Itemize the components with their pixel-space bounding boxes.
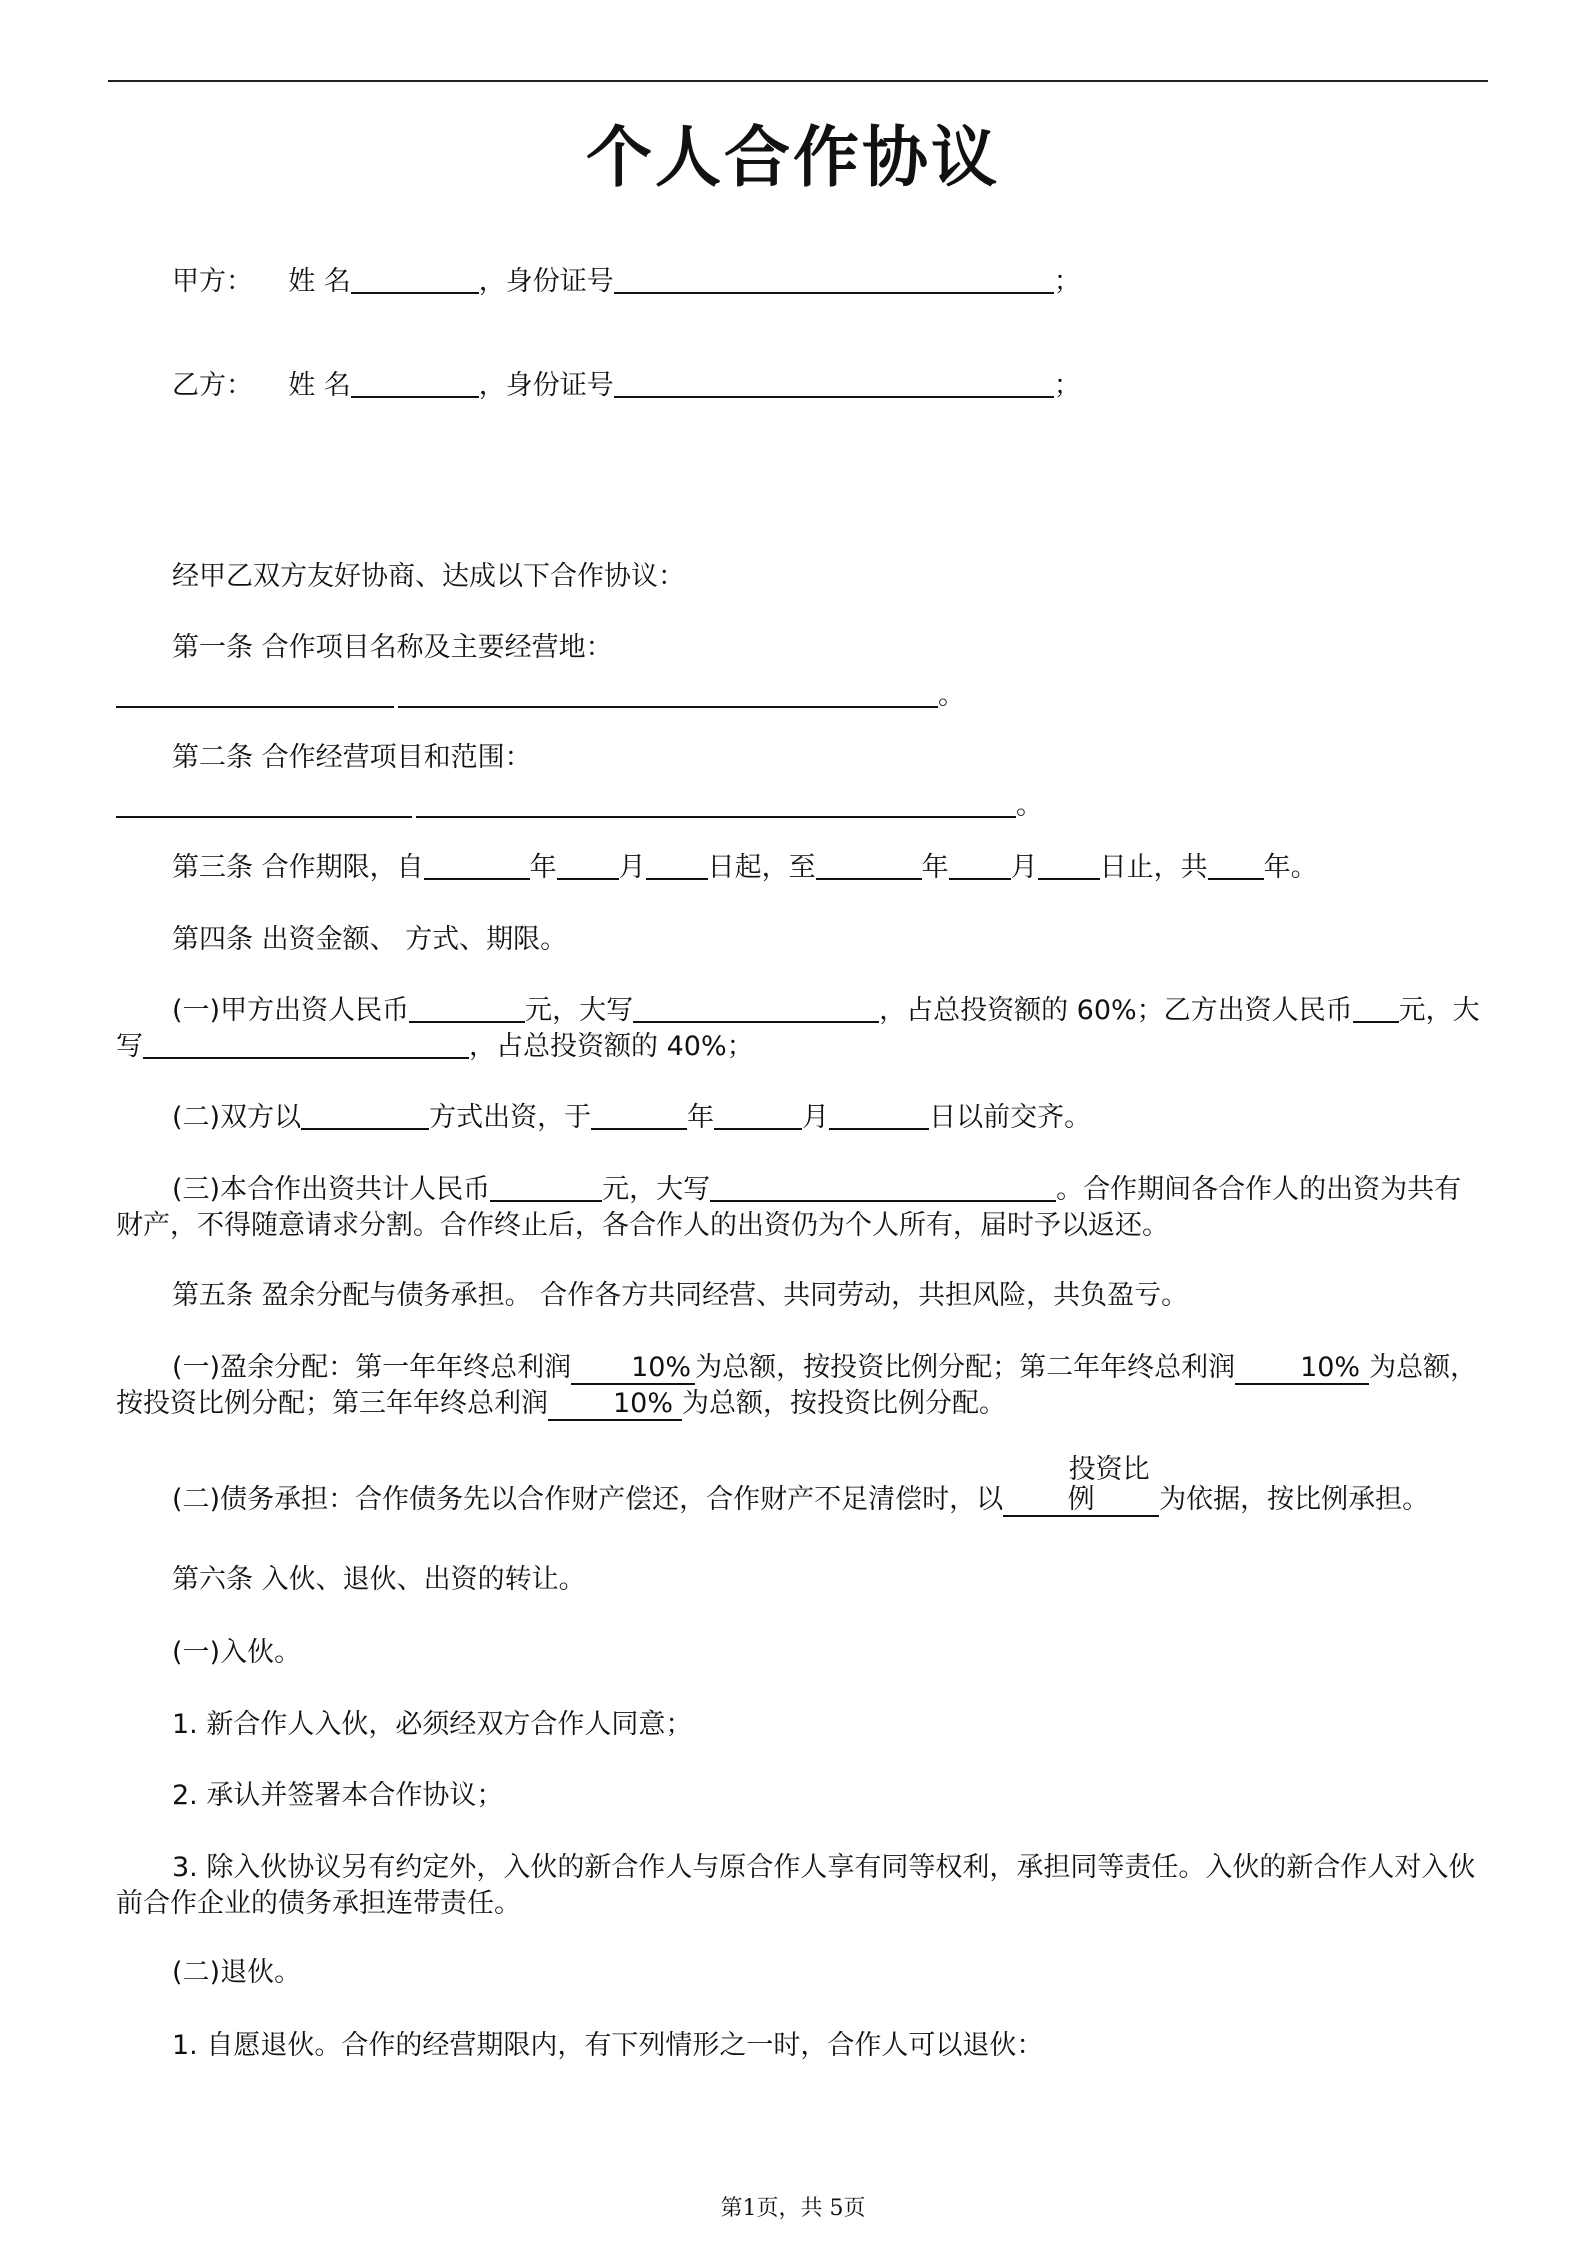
article-4-item-1-b-amount-blank [1353, 993, 1399, 1023]
article-3-month-1: 月 [618, 852, 646, 883]
article-4-item-3-text-a: (三)本合作出资共计人民币 [172, 1174, 491, 1205]
article-5-item-2-text-a: (二)债务承担：合作债务先以合作财产偿还，合作财产不足清偿时，以 [172, 1484, 1004, 1515]
article-5-year-2-ratio: 10% [1235, 1353, 1369, 1385]
article-5-item-1-text-a: (一)盈余分配：第一年年终总利润 [172, 1352, 572, 1383]
article-4-item-3-words-blank [710, 1172, 1056, 1202]
article-4-item-3-text-c: 。合作期间各合作人的出资为共有财产，不得随意请求分割。合作终止后，各合作人的出资仍为个人所有，届时予以返还。 [116, 1174, 1462, 1241]
article-4-heading: 第四条 出资金额、 方式、期限。 [172, 924, 568, 955]
article-4-item-1-words-blank [633, 993, 879, 1023]
article-3-year-1: 年 [529, 852, 557, 883]
article-4-item-1-text-c: ，占总投资额的 60%；乙方出资人民币 [879, 995, 1353, 1026]
party-b-line [172, 368, 1081, 404]
article-4-item-2-year-blank [591, 1100, 687, 1130]
article-5-item-1 [116, 1350, 1486, 1422]
article-6-join-item-1: 1. 新合作人入伙，必须经双方合作人同意； [172, 1709, 693, 1740]
article-3-year-blank-2 [816, 850, 922, 880]
article-1-blank-a [116, 678, 394, 708]
article-2-blank-b [416, 788, 1016, 818]
article-4-item-1-b-words-blank [143, 1029, 469, 1059]
article-3-month-blank-2 [949, 850, 1011, 880]
article-4-item-1-text-b: 元，大写 [525, 995, 634, 1026]
article-4-item-1 [116, 993, 1486, 1065]
article-3-month-2: 月 [1010, 852, 1038, 883]
article-1-heading: 第一条 合作项目名称及主要经营地： [172, 632, 613, 663]
article-3-year-blank-1 [424, 850, 530, 880]
article-5-year-1-ratio: 10% [571, 1353, 695, 1385]
article-3-day-2: 日止，共 [1099, 852, 1208, 883]
article-3-year-2: 年 [921, 852, 949, 883]
party-a-id-blank [614, 264, 1054, 294]
article-5-item-2-text-b: 为依据，按比例承担。 [1159, 1484, 1430, 1515]
article-5-debt-basis: 投资比例 [1003, 1455, 1159, 1517]
article-1-blank-b [398, 678, 938, 708]
party-b-name-blank [351, 368, 479, 398]
article-4-item-2-text-a: (二)双方以 [172, 1102, 302, 1133]
article-6-join-heading: (一)入伙。 [172, 1637, 302, 1668]
article-4-item-2-text-e: 日以前交齐。 [929, 1102, 1092, 1133]
party-b-end: ； [1053, 370, 1081, 401]
article-5-heading: 第五条 盈余分配与债务承担。 合作各方共同经营、共同劳动，共担风险，共负盈亏。 [172, 1280, 1189, 1311]
party-b-id-blank [614, 368, 1054, 398]
party-a-name-label: 姓 名 [288, 266, 351, 297]
article-3-month-blank-1 [557, 850, 619, 880]
article-5-item-1-text-d: 为总额，按投资比例分配。 [682, 1388, 1006, 1419]
article-5-item-2 [116, 1455, 1486, 1518]
article-4-item-3-amount-blank [490, 1172, 602, 1202]
article-4-item-2-text-b: 方式出资，于 [429, 1102, 592, 1133]
article-4-item-2 [172, 1100, 1091, 1136]
party-b-name-label: 姓 名 [288, 370, 351, 401]
article-4-item-1-text-d: 元，大写 [116, 995, 1480, 1062]
article-4-item-2-text-d: 月 [802, 1102, 830, 1133]
intro-text: 经甲乙双方友好协商、达成以下合作协议： [172, 561, 685, 592]
article-3-start: 第三条 合作期限，自 [172, 852, 424, 883]
party-a-id-label: ，身份证号 [478, 266, 614, 297]
article-3-total-blank [1208, 850, 1264, 880]
top-rule [108, 80, 1488, 82]
article-2-blank-a [116, 788, 412, 818]
party-a-line [172, 264, 1081, 300]
article-2-heading: 第二条 合作经营项目和范围： [172, 742, 532, 773]
article-4-item-1-text-e: ，占总投资额的 40%； [469, 1031, 754, 1062]
article-6-heading: 第六条 入伙、退伙、出资的转让。 [172, 1564, 586, 1595]
party-a-end: ； [1053, 266, 1081, 297]
article-2-end: 。 [1016, 790, 1043, 821]
article-6-exit-item-1: 1. 自愿退伙。合作的经营期限内，有下列情形之一时，合作人可以退伙： [172, 2030, 1044, 2061]
document-title: 个人合作协议 [586, 119, 1000, 196]
article-3-day-1: 日起，至 [707, 852, 816, 883]
article-3-day-blank-2 [1038, 850, 1100, 880]
article-4-item-2-text-c: 年 [687, 1102, 715, 1133]
article-3-line [172, 850, 1318, 886]
party-b-label: 乙方： [172, 370, 253, 401]
article-4-item-1-amount-blank [409, 993, 525, 1023]
article-1-blank-line [116, 678, 965, 714]
article-5-item-1-text-b: 为总额，按投资比例分配；第二年年终总利润 [695, 1352, 1236, 1383]
article-4-item-2-day-blank [829, 1100, 929, 1130]
article-6-join-item-3: 3. 除入伙协议另有约定外，入伙的新合作人与原合作人享有同等权利，承担同等责任。入伙的新合作人对入伙前合作企业的债务承担连带责任。 [116, 1852, 1476, 1919]
party-a-name-blank [351, 264, 479, 294]
article-5-item-1-text-c: 为总额，按投资比例分配；第三年年终总利润 [116, 1352, 1478, 1419]
article-6-exit-heading: (二)退伙。 [172, 1957, 302, 1988]
party-a-label: 甲方： [172, 266, 253, 297]
article-6-join-item-2: 2. 承认并签署本合作协议； [172, 1780, 504, 1811]
article-4-item-2-method-blank [301, 1100, 429, 1130]
article-1-end: 。 [938, 680, 965, 711]
article-4-item-3 [116, 1172, 1486, 1244]
article-4-item-2-month-blank [714, 1100, 802, 1130]
article-5-year-3-ratio: 10% [548, 1389, 682, 1421]
article-4-item-1-text-a: (一)甲方出资人民币 [172, 995, 410, 1026]
article-4-item-3-text-b: 元，大写 [602, 1174, 711, 1205]
article-2-blank-line [116, 788, 1043, 824]
article-3-year-3: 年。 [1263, 852, 1318, 883]
page-footer: 第1页，共 5页 [720, 2196, 866, 2221]
article-3-day-blank-1 [646, 850, 708, 880]
party-b-id-label: ，身份证号 [478, 370, 614, 401]
